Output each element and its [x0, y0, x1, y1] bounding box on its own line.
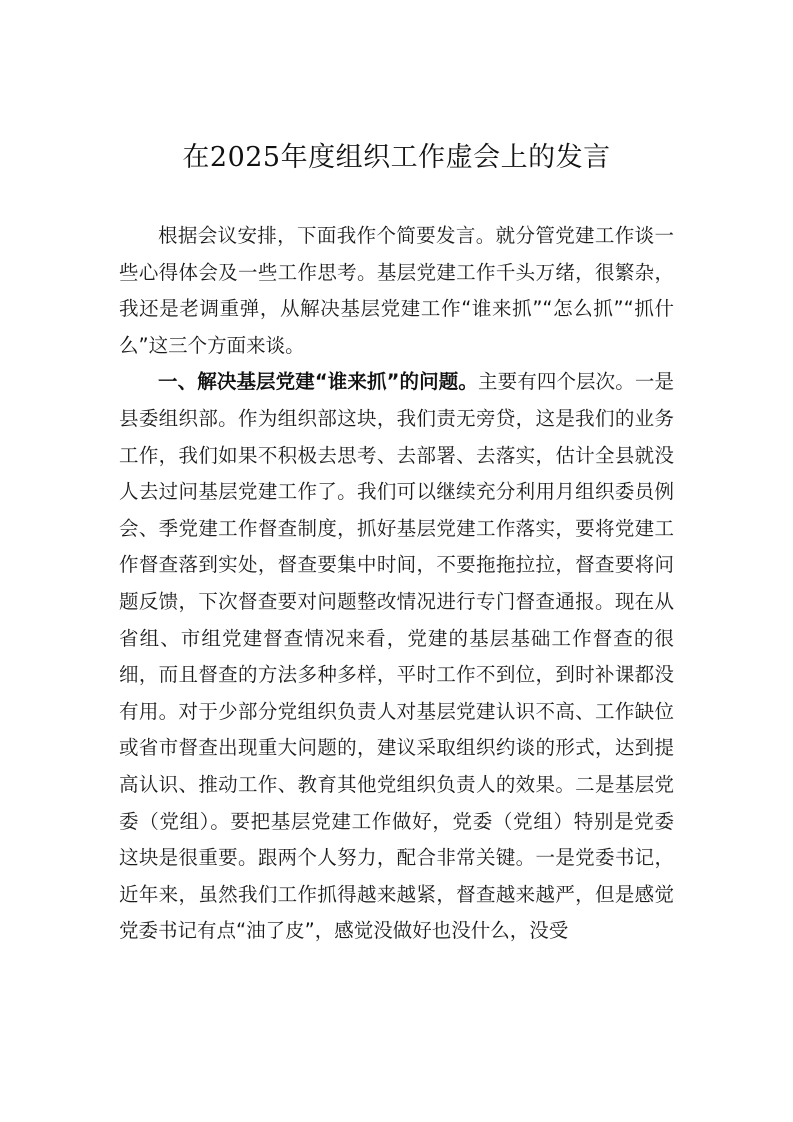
paragraph-intro-text: 根据会议安排，下面我作个简要发言。就分管党建工作谈一些心得体会及一些工作思考。基层党建工作千头万绪，很繁杂，我还是老调重弹，从解决基层党建工作“谁来抓”“怎么抓”“抓什么”这三个方面来谈。 — [119, 224, 674, 357]
document-body — [119, 218, 674, 950]
section-heading: 一、解决基层党建“谁来抓”的问题。 — [158, 370, 478, 394]
paragraph-section-one — [119, 364, 674, 950]
document-title: 在2025年度组织工作虚会上的发言 — [182, 142, 611, 173]
paragraph-section-one-text: 主要有四个层次。一是县委组织部。作为组织部这块，我们责无旁贷，这是我们的业务工作，我们如果不积极去思考、去部署、去落实，估计全县就没人去过问基层党建工作了。我们可以继续充分利用月组织委员例会、季党建工作督查制度，抓好基层党建工作落实，要将党建工作督查落到实处，督查要集中时间，不要拖拖拉拉，督查要将问题反馈，下次督查要对问题整改情况进行专门督查通报。现在从省组、市组党建督查情况来看，党建的基层基础工作督查的很细，而且督查的方法多种多样，平时工作不到位，到时补课都没有用。对于少部分党组织负责人对基层党建认识不高、工作缺位或省市督查出现重大问题的，建议采取组织约谈的形式，达到提高认识、推动工作、教育其他党组织负责人的效果。二是基层党委（党组）。要把基层党建工作做好，党委（党组）特别是党委这块是很重要。跟两个人努力，配合非常关键。一是党委书记，近年来，虽然我们工作抓得越来越紧，督查越来越严，但是感觉党委书记有点“油了皮”，感觉没做好也没什么，没受 — [119, 370, 674, 943]
paragraph-intro — [119, 218, 674, 364]
